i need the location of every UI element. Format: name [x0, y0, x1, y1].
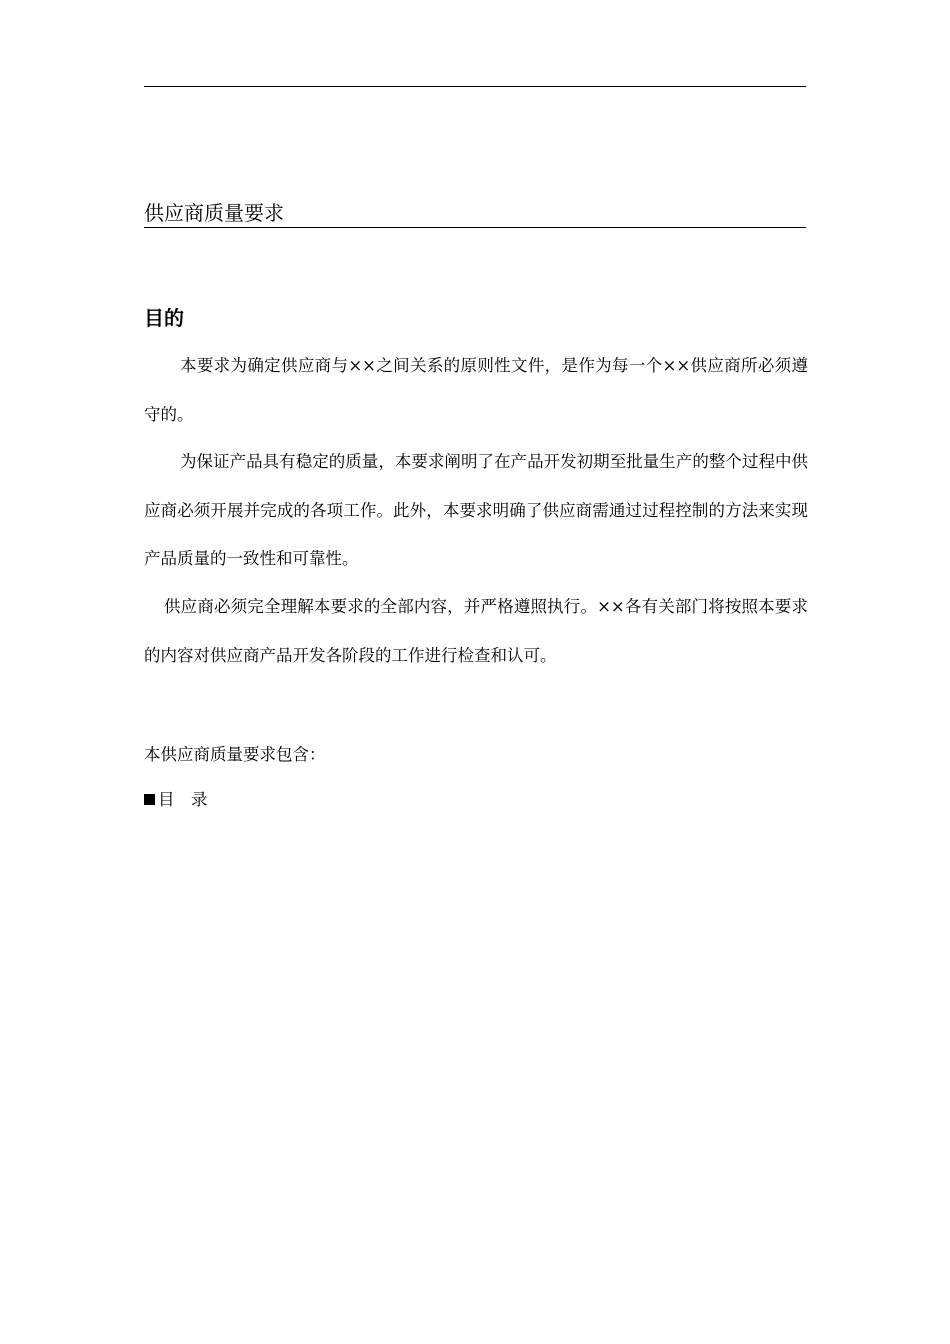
document-title: 供应商质量要求: [144, 200, 806, 228]
header-rule: [144, 86, 806, 87]
paragraph-3: 供应商必须完全理解本要求的全部内容，并严格遵照执行。××各有关部门将按照本要求的内容对供应商产品开发各阶段的工作进行检查和认可。: [144, 597, 808, 665]
black-square-bullet-icon: [144, 794, 155, 805]
section-heading-purpose: 目的: [144, 306, 184, 330]
toc-item[interactable]: [144, 785, 208, 815]
toc-item-label: 目 录: [158, 790, 208, 809]
paragraph-1: 本要求为确定供应商与××之间关系的原则性文件，是作为每一个××供应商所必须遵守的。: [144, 356, 808, 424]
paragraph-2: 为保证产品具有稳定的质量，本要求阐明了在产品开发初期至批量生产的整个过程中供应商必须开展并完成的各项工作。此外，本要求明确了供应商需通过过程控制的方法来实现产品质量的一致性和可靠性。: [144, 452, 808, 568]
contains-label: 本供应商质量要求包含：: [144, 745, 326, 764]
